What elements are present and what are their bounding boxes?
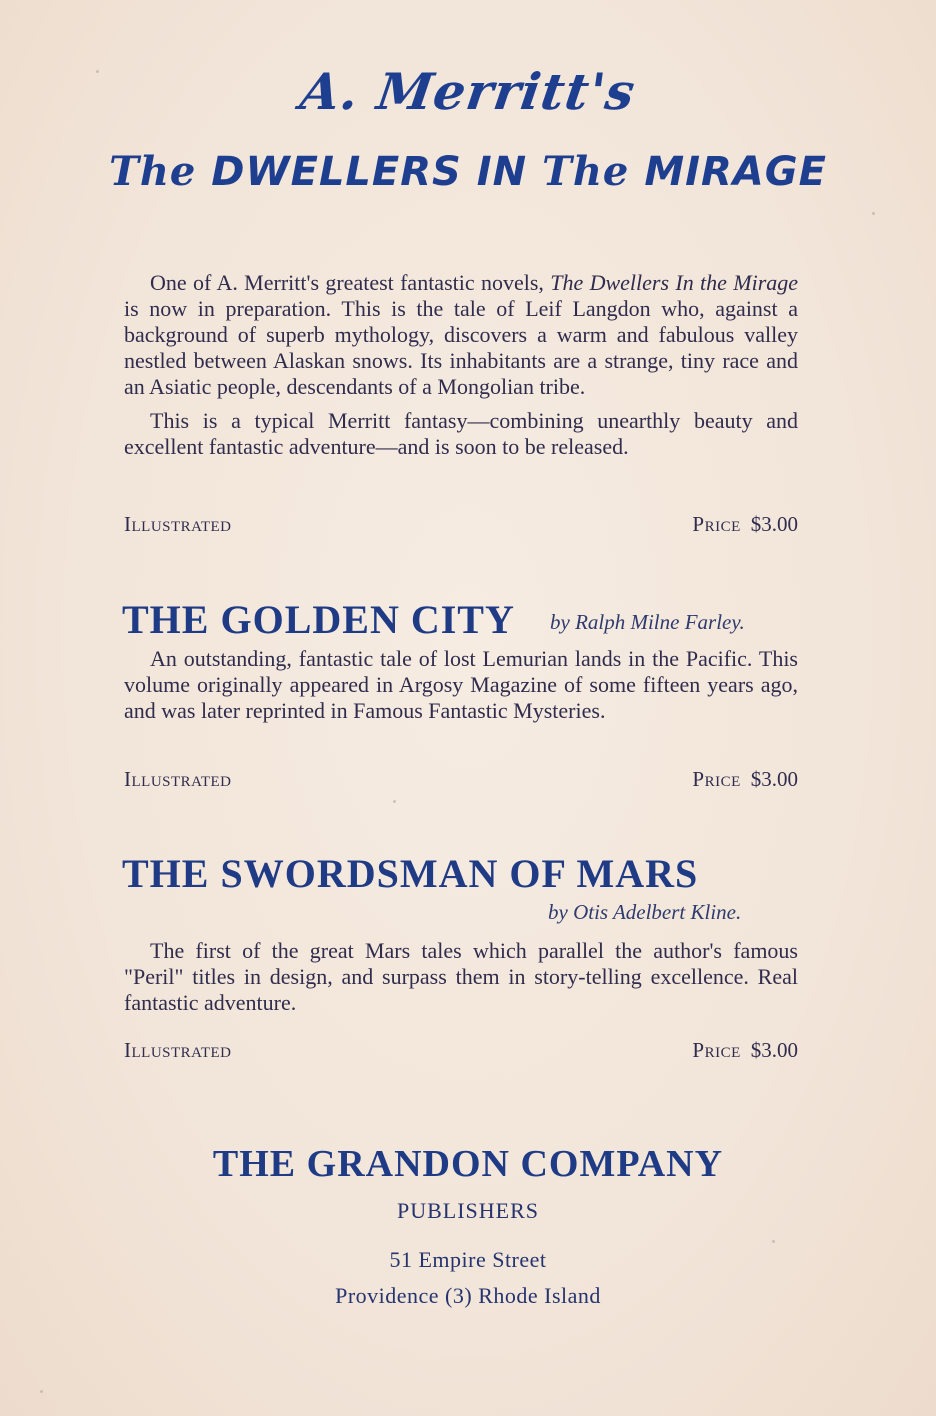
title-word-the: The bbox=[542, 148, 630, 195]
book1-description bbox=[124, 270, 798, 460]
price-value: $3.00 bbox=[750, 1038, 798, 1062]
paper-speck bbox=[393, 800, 396, 803]
book1-paragraph: This is a typical Merritt fantasy—combining unearthly beauty and excellent fantastic adventure—and is soon to be released. bbox=[124, 408, 798, 459]
book2-paragraph: An outstanding, fantastic tale of lost Lemurian lands in the Pacific. This volume originally appeared in Argosy Magazine of some fifteen years ago, and was later reprinted in Famous Fantastic Mysteries. bbox=[124, 646, 798, 723]
book2-meta bbox=[124, 767, 798, 793]
price-label: Price bbox=[692, 1038, 741, 1062]
price-label: Price bbox=[692, 767, 741, 791]
book3-paragraph: The first of the great Mars tales which parallel the author's famous "Peril" titles in design, and surpass them in story-telling excellence. Real fantastic adventure. bbox=[124, 938, 798, 1015]
illustrated-label: Illustrated bbox=[124, 512, 232, 536]
illustrated-label: Illustrated bbox=[124, 1038, 232, 1062]
book1-intro: One of A. Merritt's greatest fantastic novels, bbox=[150, 270, 544, 295]
book1-meta bbox=[124, 512, 798, 538]
title-segment: DWELLERS IN bbox=[211, 149, 528, 195]
book3-author: by Otis Adelbert Kline. bbox=[548, 900, 742, 924]
book2-description bbox=[124, 646, 798, 724]
publisher-street: 51 Empire Street bbox=[389, 1247, 547, 1272]
price-value: $3.00 bbox=[750, 767, 798, 791]
paper-speck bbox=[772, 1240, 775, 1243]
price bbox=[692, 1038, 798, 1063]
publisher-city: Providence (3) Rhode Island bbox=[335, 1283, 601, 1308]
paper-speck bbox=[40, 1390, 43, 1393]
publisher-name: THE GRANDON COMPANY bbox=[212, 1143, 724, 1185]
author-heading: A. Merritt's bbox=[296, 62, 640, 121]
illustrated-label: Illustrated bbox=[124, 767, 232, 791]
title-word-the: The bbox=[109, 148, 197, 195]
book3-meta bbox=[124, 1038, 798, 1064]
title-segment: MIRAGE bbox=[644, 149, 827, 195]
book1-paragraph bbox=[124, 270, 798, 400]
book1-italic-title: The Dwellers In the Mirage bbox=[550, 270, 799, 295]
book3-title: THE SWORDSMAN OF MARS bbox=[122, 851, 699, 896]
price-value: $3.00 bbox=[750, 512, 798, 536]
book1-rest: is now in preparation. This is the tale of Leif Langdon who, against a background of superb mythology, discovers a warm and fabulous valley nestled between Alaskan snows. Its inhabitants are a strange, tiny race and an Asiatic people, descendants of a Mongolian tribe. bbox=[124, 296, 798, 399]
price-label: Price bbox=[692, 512, 741, 536]
book3-description bbox=[124, 938, 798, 1016]
book2-title: THE GOLDEN CITY bbox=[122, 597, 515, 642]
book2-author: by Ralph Milne Farley. bbox=[550, 610, 745, 634]
publisher-role: PUBLISHERS bbox=[396, 1198, 540, 1223]
feature-title bbox=[0, 148, 936, 195]
paper-speck bbox=[872, 212, 875, 215]
price bbox=[692, 767, 798, 792]
price bbox=[692, 512, 798, 537]
